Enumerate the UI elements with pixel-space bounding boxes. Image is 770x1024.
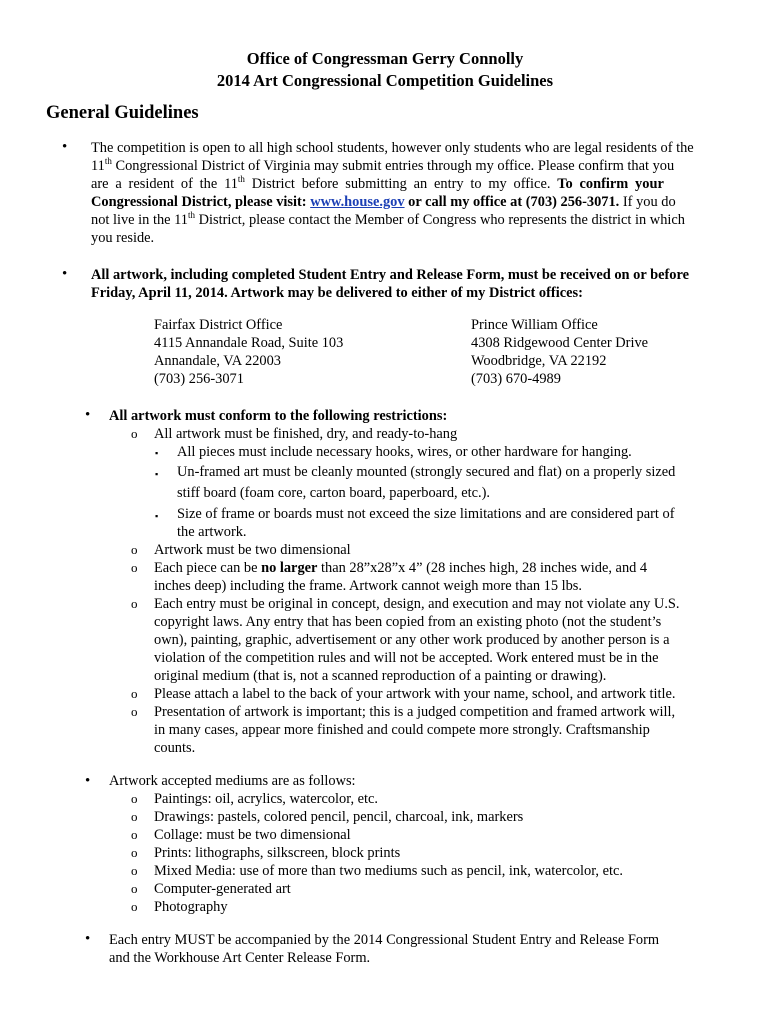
text: Congressional District, please visit:: [91, 194, 311, 210]
text-line: Friday, April 11, 2014. Artwork may be delivered to either of my District offices:: [91, 285, 583, 301]
document-title-line2: 2014 Art Congressional Competition Guidelines: [216, 71, 554, 90]
circle-bullet-icon: o: [131, 560, 138, 575]
text-line: copyright laws. Any entry that has been copied from an existing photo (not the student’s: [154, 614, 662, 630]
bullet-icon: •: [85, 931, 91, 947]
circle-bullet-icon: o: [131, 791, 138, 806]
circle-bullet-icon: o: [131, 845, 138, 860]
restriction-item: [154, 559, 707, 595]
text-line: All artwork, including completed Student Entry and Release Form, must be received on or before: [91, 267, 689, 283]
office-phone: (703) 670-4989: [471, 371, 561, 387]
office-name: Fairfax District Office: [154, 317, 283, 333]
circle-bullet-icon: o: [131, 863, 138, 878]
circle-bullet-icon: o: [131, 686, 138, 701]
house-gov-link[interactable]: www.house.gov: [310, 194, 405, 210]
square-bullet-icon: ▪: [155, 469, 159, 479]
text-line: inches deep) including the frame. Artwork cannot weigh more than 15 lbs.: [154, 578, 583, 594]
deadline-paragraph: [91, 266, 725, 302]
text-line: in many cases, appear more finished and could compete more strongly. Craftsmanship: [154, 722, 650, 738]
text: Each piece can be: [154, 560, 262, 576]
text-line: Presentation of artwork is important; this is a judged competition and framed artwork will,: [154, 704, 676, 720]
eligibility-paragraph: [91, 139, 725, 247]
restriction-item: Artwork must be two dimensional: [154, 542, 351, 558]
bullet-icon: •: [85, 773, 91, 789]
circle-bullet-icon: o: [131, 827, 138, 842]
text-line: own), painting, graphic, advertisement or any other work produced by another person is a: [154, 632, 670, 648]
office-city: Annandale, VA 22003: [154, 353, 281, 369]
office-street: 4308 Ridgewood Center Drive: [471, 335, 649, 351]
circle-bullet-icon: o: [131, 899, 138, 914]
medium-item: Computer-generated art: [154, 881, 291, 897]
restrictions-heading: All artwork must conform to the following restrictions:: [109, 408, 448, 424]
text-line: [91, 157, 725, 175]
text-line: [91, 193, 725, 211]
bullet-icon: •: [62, 139, 68, 155]
fairfax-office-address: [154, 316, 343, 388]
restriction-subitem: [177, 505, 707, 541]
text-line: original medium (that is, not a scanned reproduction of a painting or drawing).: [154, 668, 607, 684]
square-bullet-icon: ▪: [155, 511, 159, 521]
superscript: th: [237, 174, 245, 185]
bullet-icon: •: [85, 407, 91, 423]
text-line: Each entry must be original in concept, design, and execution and may not violate any U.S.: [154, 596, 680, 612]
office-name: Prince William Office: [471, 317, 598, 333]
restriction-item: Please attach a label to the back of your artwork with your name, school, and artwork title.: [154, 686, 676, 702]
restriction-item: [154, 703, 707, 757]
medium-item: Paintings: oil, acrylics, watercolor, etc.: [154, 791, 379, 807]
text: District before submitting an entry to my office.: [244, 176, 558, 192]
office-street: 4115 Annandale Road, Suite 103: [154, 335, 344, 351]
superscript: th: [104, 156, 112, 167]
text-line: Un-framed art must be cleanly mounted (strongly secured and flat) on a properly sized: [177, 464, 676, 480]
text: Congressional District of Virginia may submit entries through my office. Please confirm that you: [111, 158, 675, 174]
text-line: [154, 559, 707, 577]
section-heading: General Guidelines: [46, 103, 199, 123]
medium-item: Mixed Media: use of more than two mediums such as pencil, ink, watercolor, etc.: [154, 863, 623, 879]
bullet-icon: •: [62, 266, 68, 282]
text: no larger: [261, 560, 318, 576]
circle-bullet-icon: o: [131, 704, 138, 719]
text: District, please contact the Member of Congress who represents the district in which: [195, 212, 685, 228]
circle-bullet-icon: o: [131, 542, 138, 557]
entry-form-paragraph: [109, 931, 707, 967]
text: than 28”x28”x 4” (28 inches high, 28 inches wide, and 4: [317, 560, 648, 576]
restriction-subitem: [177, 463, 707, 502]
restriction-subitem: All pieces must include necessary hooks, wires, or other hardware for hanging.: [177, 444, 632, 460]
text-line: [91, 175, 725, 193]
document-title-line1: Office of Congressman Gerry Connolly: [246, 49, 524, 68]
restriction-item: [154, 595, 707, 685]
text-line: violation of the competition rules and will not be accepted. Work entered must be in the: [154, 650, 659, 666]
text-line: Size of frame or boards must not exceed the size limitations and are considered part of: [177, 506, 675, 522]
text-line: The competition is open to all high school students, however only students who are legal residents of the: [91, 140, 694, 156]
prince-william-office-address: [471, 316, 648, 388]
medium-item: Photography: [154, 899, 228, 915]
superscript: th: [188, 210, 196, 221]
text: 11: [91, 158, 105, 174]
circle-bullet-icon: o: [131, 881, 138, 896]
text: or call my office at (703) 256-3071.: [404, 194, 620, 210]
text-line: stiff board (foam core, carton board, paperboard, etc.).: [177, 485, 490, 501]
text-line: counts.: [154, 740, 196, 756]
text-line: [91, 211, 725, 229]
circle-bullet-icon: o: [131, 596, 138, 611]
medium-item: Prints: lithographs, silkscreen, block prints: [154, 845, 401, 861]
text: To confirm your: [557, 176, 664, 192]
text-line: you reside.: [91, 230, 155, 246]
text: not live in the 11: [91, 212, 188, 228]
restriction-item: All artwork must be finished, dry, and ready-to-hang: [154, 426, 458, 442]
text-line: the artwork.: [177, 524, 247, 540]
office-city: Woodbridge, VA 22192: [471, 353, 607, 369]
text: are a resident of the 11: [91, 176, 238, 192]
office-phone: (703) 256-3071: [154, 371, 244, 387]
medium-item: Drawings: pastels, colored pencil, pencil, charcoal, ink, markers: [154, 809, 524, 825]
circle-bullet-icon: o: [131, 809, 138, 824]
mediums-heading: Artwork accepted mediums are as follows:: [109, 773, 356, 789]
circle-bullet-icon: o: [131, 426, 138, 441]
square-bullet-icon: ▪: [155, 448, 159, 458]
text-line: and the Workhouse Art Center Release Form.: [109, 950, 371, 966]
medium-item: Collage: must be two dimensional: [154, 827, 351, 843]
text-line: Each entry MUST be accompanied by the 2014 Congressional Student Entry and Release Form: [109, 932, 660, 948]
text: If you do: [619, 194, 676, 210]
